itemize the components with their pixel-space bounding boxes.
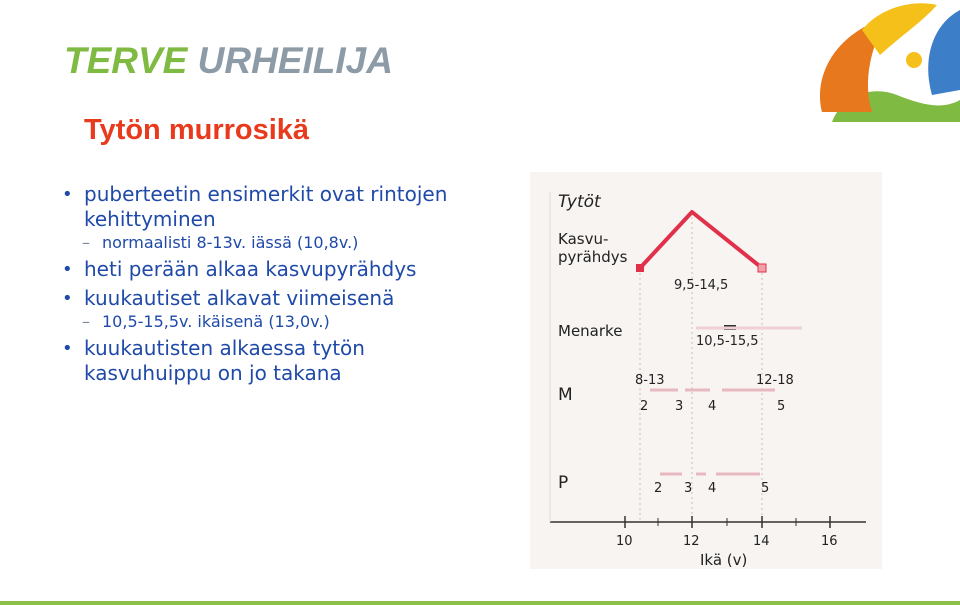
bullet-item: • kuukautisten alkaessa tytön kasvuhuippu on jo takana <box>62 336 492 386</box>
curve-start-marker <box>636 264 644 272</box>
bullet-list <box>62 182 492 386</box>
sub-bullet-item: – 10,5-15,5v. ikäisenä (13,0v.) <box>62 311 492 333</box>
x-tick-label: 14 <box>753 534 770 549</box>
x-tick-label: 16 <box>821 534 838 549</box>
m-stage: 5 <box>777 399 786 414</box>
curve-end-marker <box>758 264 766 272</box>
bullet-item: • kuukautiset alkavat viimeisenä <box>62 286 492 311</box>
p-stage: 4 <box>708 481 717 496</box>
sub-bullet-item: – normaalisti 8-13v. iässä (10,8v.) <box>62 232 492 254</box>
slide-title: Tytön murrosikä <box>84 114 310 146</box>
m-range-right: 12-18 <box>756 373 794 388</box>
growth-spurt-label-line2: pyrähdys <box>558 248 628 266</box>
x-tick-label: 12 <box>683 534 700 549</box>
brand-word-terve: TERVE <box>64 40 188 81</box>
brand-logo-text <box>64 40 393 82</box>
x-axis-label: Ikä (v) <box>700 551 748 569</box>
m-stage: 2 <box>640 399 649 414</box>
menarche-range-label: 10,5-15,5 <box>696 334 759 349</box>
x-tick-label: 10 <box>616 534 633 549</box>
growth-spurt-label-line1: Kasvu- <box>558 230 609 248</box>
p-stage: 2 <box>654 481 663 496</box>
colorful-swirl-logo <box>802 0 960 122</box>
m-range-left: 8-13 <box>635 373 665 388</box>
p-stage: 3 <box>684 481 693 496</box>
bullet-item: • puberteetin ensimerkit ovat rintojen kehittyminen <box>62 182 492 232</box>
bullet-item: • heti perään alkaa kasvupyrähdys <box>62 257 492 282</box>
pubic-stage-label: P <box>558 473 569 493</box>
growth-range-label: 9,5-14,5 <box>674 278 729 293</box>
menarche-label: Menarke <box>558 322 623 340</box>
m-stage: 3 <box>675 399 684 414</box>
breast-stage-label: M <box>558 385 573 405</box>
logo-blue-petal <box>928 10 960 95</box>
logo-yellow-dot <box>906 52 922 68</box>
footer-divider <box>0 601 960 605</box>
growth-spurt-curve <box>640 212 762 268</box>
m-stage: 4 <box>708 399 717 414</box>
puberty-timeline-figure <box>530 172 882 569</box>
figure-heading: Tytöt <box>558 192 601 212</box>
brand-word-urheilija: URHEILIJA <box>197 40 393 81</box>
p-stage: 5 <box>761 481 770 496</box>
